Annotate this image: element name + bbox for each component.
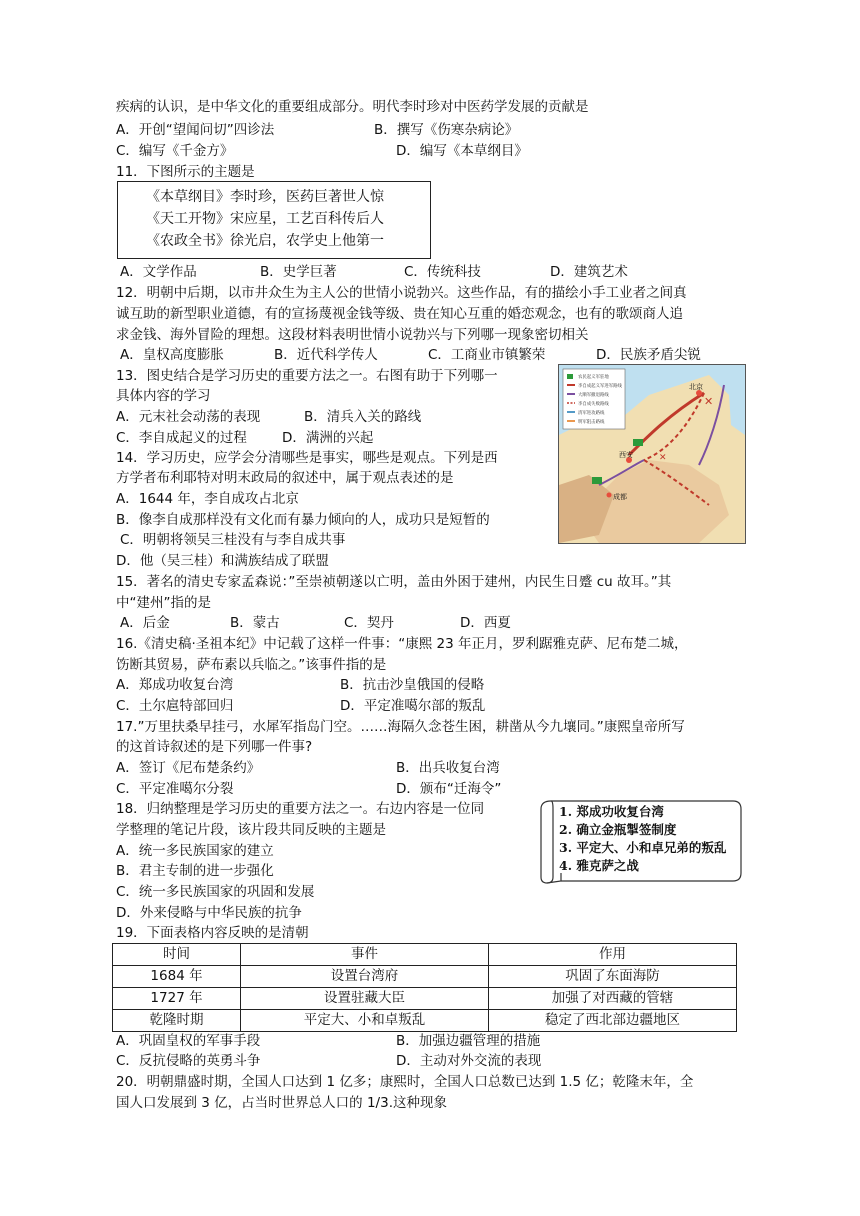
table-row (113, 966, 737, 988)
q13-stem-line-1: 13．图史结合是学习历史的重要方法之一。右图有助于下列哪一 (116, 368, 498, 384)
table-row (113, 1010, 737, 1032)
q17-option-a[interactable]: A．签订《尼布楚条约》 (116, 760, 261, 776)
q12-stem-line-3: 求金钱、海外冒险的理想。这段材料表明世情小说勃兴与下列哪一现象密切相关 (116, 327, 589, 343)
q19-stem: 19．下面表格内容反映的是清朝 (116, 925, 309, 941)
legend-item-3: 大顺军撤退路线 (578, 393, 609, 398)
notes-scroll (537, 795, 743, 885)
q15-stem-line-2: 中“建州”指的是 (116, 595, 211, 611)
q11-poem-line-1: 《本草纲目》李时珍，医药巨著世人惊 (146, 189, 384, 205)
table-cell: 1684 年 (113, 966, 241, 988)
q14-option-d[interactable]: D．他（吴三桂）和满族结成了联盟 (116, 553, 329, 569)
cross-mark-icon: ✕ (659, 453, 667, 463)
table-header-time: 时间 (113, 944, 241, 966)
q10-option-a[interactable]: A．开创“望闻问切”四诊法 (116, 122, 275, 138)
note-item-1: 1. 郑成功收复台湾 (559, 804, 664, 819)
q13-option-a[interactable]: A．元末社会动荡的表现 (116, 409, 261, 425)
note-item-2: 2. 确立金瓶掣签制度 (559, 822, 677, 837)
q14-option-b[interactable]: B．像李自成那样没有文化而有暴力倾向的人，成功只是短暂的 (116, 512, 490, 528)
q11-option-c[interactable]: C．传统科技 (404, 264, 481, 280)
q15-option-c[interactable]: C．契丹 (344, 615, 394, 631)
q13-option-d[interactable]: D．满洲的兴起 (282, 430, 374, 446)
q14-stem-line-2: 方学者布利耶特对明末政局的叙述中，属于观点表述的是 (116, 470, 454, 486)
table-header-row (113, 944, 737, 966)
q17-option-b[interactable]: B．出兵收复台湾 (396, 760, 500, 776)
q16-option-b[interactable]: B．抗击沙皇俄国的侵略 (340, 677, 485, 693)
q20-stem-line-1: 20．明朝鼎盛时期，全国人口达到 1 亿多；康熙时，全国人口总数已达到 1.5 亿；乾隆末年，全 (116, 1074, 694, 1090)
q18-option-a[interactable]: A．统一多民族国家的建立 (116, 843, 274, 859)
q15-option-d[interactable]: D．西夏 (460, 615, 511, 631)
table-cell: 平定大、小和卓叛乱 (241, 1010, 489, 1032)
q17-option-c[interactable]: C．平定准噶尔分裂 (116, 781, 234, 797)
flag-icon (633, 439, 643, 446)
q16-option-c[interactable]: C．土尔扈特部回归 (116, 698, 234, 714)
note-item-4: 4. 雅克萨之战 (559, 858, 639, 873)
q16-option-a[interactable]: A．郑成功收复台湾 (116, 677, 234, 693)
table-header-effect: 作用 (489, 944, 737, 966)
notes-list (559, 803, 726, 875)
city-label-beijing: 北京 (689, 383, 703, 391)
table-cell: 设置台湾府 (241, 966, 489, 988)
legend-item-5: 清军进攻路线 (578, 411, 605, 416)
q19-option-a[interactable]: A．巩固皇权的军事手段 (116, 1033, 261, 1049)
legend-item-2: 李自成起义军进军路线 (578, 384, 622, 389)
q19-option-d[interactable]: D．主动对外交流的表现 (396, 1053, 542, 1069)
legend-item-1: 农民起义军驻地 (578, 375, 609, 380)
q15-stem-line-1: 15．著名的清史专家孟森说：”至崇祯朝遂以亡明，盖由外困于建州，内民生日蹙 cu 故耳。”其 (116, 574, 672, 590)
q14-option-c[interactable]: C．明朝将领吴三桂没有与李自成共事 (120, 532, 346, 548)
q20-stem-line-2: 国人口发展到 3 亿，占当时世界总人口的 1/3.这种现象 (116, 1095, 447, 1111)
q12-option-c[interactable]: C．工商业市镇繁荣 (428, 347, 546, 363)
q18-option-c[interactable]: C．统一多民族国家的巩固和发展 (116, 884, 315, 900)
map-drawing (559, 365, 745, 543)
q12-option-a[interactable]: A．皇权高度膨胀 (120, 347, 224, 363)
q10-option-c[interactable]: C．编写《千金方》 (116, 143, 234, 159)
q10-stem-tail: 疾病的认识，是中华文化的重要组成部分。明代李时珍对中医药学发展的贡献是 (116, 99, 589, 115)
table-cell: 巩固了东面海防 (489, 966, 737, 988)
city-label-chengdu: 成都 (613, 493, 627, 501)
q13-option-b[interactable]: B．清兵入关的路线 (304, 409, 422, 425)
q11-option-a[interactable]: A．文学作品 (120, 264, 197, 280)
q18-stem-line-1: 18．归纳整理是学习历史的重要方法之一。右边内容是一位同 (116, 801, 485, 817)
legend-item-4: 李自成失败路线 (578, 402, 609, 407)
q12-stem-line-2: 诚互助的新型职业道德，有的宣扬蔑视金钱等级、贵在知心互重的婚恋观念，也有的歌颂商人追 (116, 306, 683, 322)
q19-table (112, 943, 737, 1032)
q11-stem: 11．下图所示的主题是 (116, 164, 255, 180)
table-header-event: 事件 (241, 944, 489, 966)
city-label-xian: 西安 (619, 451, 633, 459)
q18-stem-line-2: 学整理的笔记片段，该片段共同反映的主题是 (116, 822, 386, 838)
q14-stem-line-1: 14．学习历史，应学会分清哪些是事实，哪些是观点。下列是西 (116, 450, 498, 466)
legend-item-6: 明军阻击路线 (578, 420, 605, 425)
flag-icon (592, 477, 602, 484)
table-cell: 稳定了西北部边疆地区 (489, 1010, 737, 1032)
q11-poem-line-2: 《天工开物》宋应星，工艺百科传后人 (146, 211, 384, 227)
table-cell: 加强了对西藏的管辖 (489, 988, 737, 1010)
li-zicheng-route-map (558, 364, 746, 544)
q15-option-a[interactable]: A．后金 (120, 615, 170, 631)
q18-option-d[interactable]: D．外来侵略与中华民族的抗争 (116, 905, 302, 921)
q16-stem-line-1: 16.《清史稿·圣祖本纪》中记载了这样一件事：“康熙 23 年正月，罗利踞雅克萨、尼布楚二城， (116, 636, 688, 652)
q17-stem-line-1: 17.”万里扶桑早挂弓，水犀军指岛门空。……海隔久念苍生困，耕凿从今九壤同。”康熙皇帝所写 (116, 719, 685, 735)
q10-option-b[interactable]: B．撰写《伤寒杂病论》 (374, 122, 519, 138)
q19-option-b[interactable]: B．加强边疆管理的措施 (396, 1033, 541, 1049)
q12-stem-line-1: 12．明朝中后期，以市井众生为主人公的世情小说勃兴。这些作品，有的描绘小手工业者之间真 (116, 285, 687, 301)
table-cell: 设置驻藏大臣 (241, 988, 489, 1010)
q17-stem-line-2: 的这首诗叙述的是下列哪一件事? (116, 739, 313, 755)
q11-poem-line-3: 《农政全书》徐光启，农学史上他第一 (146, 233, 384, 249)
q13-option-c[interactable]: C．李自成起义的过程 (116, 430, 247, 446)
q10-option-d[interactable]: D．编写《本草纲目》 (396, 143, 528, 159)
q11-option-d[interactable]: D．建筑艺术 (550, 264, 628, 280)
city-dot-icon (607, 493, 612, 498)
table-cell: 1727 年 (113, 988, 241, 1010)
note-item-3: 3. 平定大、小和卓兄弟的叛乱 (559, 840, 727, 855)
table-row (113, 988, 737, 1010)
table-cell: 乾隆时期 (113, 1010, 241, 1032)
q11-poem-box (117, 181, 431, 259)
q12-option-d[interactable]: D．民族矛盾尖锐 (596, 347, 701, 363)
q19-option-c[interactable]: C．反抗侵略的英勇斗争 (116, 1053, 261, 1069)
q13-stem-line-2: 具体内容的学习 (116, 388, 211, 404)
q11-option-b[interactable]: B．史学巨著 (260, 264, 337, 280)
q15-option-b[interactable]: B．蒙古 (230, 615, 280, 631)
q16-option-d[interactable]: D．平定准噶尔部的叛乱 (340, 698, 486, 714)
q18-option-b[interactable]: B．君主专制的进一步强化 (116, 863, 274, 879)
q12-option-b[interactable]: B．近代科学传人 (274, 347, 378, 363)
q14-option-a[interactable]: A．1644 年，李自成攻占北京 (116, 491, 299, 507)
q17-option-d[interactable]: D．颁布“迁海令” (396, 781, 502, 797)
cross-mark-icon: ✕ (704, 395, 714, 408)
q16-stem-line-2: 饬断其贸易，萨布素以兵临之。”该事件指的是 (116, 657, 387, 673)
